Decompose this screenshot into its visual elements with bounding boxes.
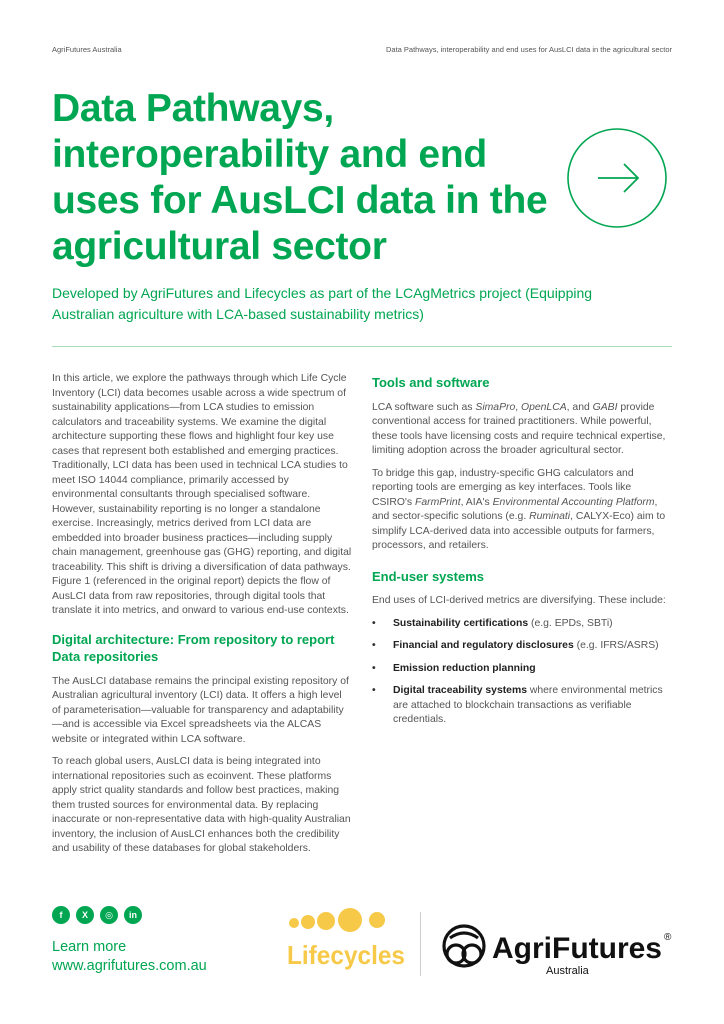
heading-line-1: Digital architecture: From repository to report <box>52 631 335 647</box>
list-item: • Digital traceability systems where environmental metrics are attached to blockchain transactions as verifiable credentials. <box>372 685 663 725</box>
x-icon[interactable]: X <box>76 906 94 924</box>
divider-rule <box>52 346 672 347</box>
linkedin-icon[interactable]: in <box>124 906 142 924</box>
gabi-name: GABI <box>592 401 618 413</box>
learn-more-block <box>52 938 207 976</box>
farmprint-name: FarmPrint <box>414 496 461 508</box>
agrifutures-logo <box>440 918 680 978</box>
lifecycles-wordmark: Lifecycles <box>287 940 405 970</box>
website-link[interactable]: www.agrifutures.com.au <box>52 958 207 974</box>
logo-divider <box>420 912 421 976</box>
repositories-paragraph-2: To reach global users, AusLCI data is being integrated into international repositories such as ecoinvent. These platforms apply strict quality standards and follow best practices, making them trusted sources for environmental data. By replacing inaccurate or non-representative data with high-quality Australian inventory, the inclusion of AusLCI enhances both the credibility and usability of these databases for global stakeholders. <box>52 756 351 854</box>
tools-paragraph-2: To bridge this gap, industry-specific GHG calculators and reporting tools are emerging as key interfaces. Tools like CSIRO's FarmPrint, AIA's Environmental Accounting Platform, and sector-specific solutions (e.g. Ruminati, CALYX-Eco) aim to simplify LCA-derived data into accessible outputs for farmers, processors, and retailers. <box>372 467 666 551</box>
end-user-intro: End uses of LCI-derived metrics are diversifying. These include: <box>372 595 666 606</box>
learn-more-label: Learn more <box>52 939 127 955</box>
agrifutures-wordmark: AgriFutures <box>492 932 662 965</box>
running-header-left: AgriFutures Australia <box>52 45 122 54</box>
social-links <box>52 906 142 924</box>
list-item: • Emission reduction planning <box>372 662 536 674</box>
tools-paragraph-1: LCA software such as SimaPro, OpenLCA, and GABI provide conventional access for trained practitioners. While powerful, these tools have licensing costs and require technical expertise, limiting adoption across the broader agricultural sector. <box>372 401 666 456</box>
agrifutures-subtitle: Australia <box>546 965 589 977</box>
lifecycles-logo <box>286 908 408 974</box>
list-item: • Financial and regulatory disclosures (e.g. IFRS/ASRS) <box>372 640 659 651</box>
right-column <box>372 372 672 736</box>
ruminati-name: Ruminati <box>529 511 571 522</box>
eap-name: Environmental Accounting Platform <box>492 496 655 508</box>
heading-line-2: Data repositories <box>52 649 159 664</box>
section-heading-tools: Tools and software <box>372 375 490 390</box>
facebook-icon[interactable]: f <box>52 906 70 924</box>
instagram-icon[interactable]: ◎ <box>100 906 118 924</box>
registered-mark: ® <box>664 932 672 943</box>
arrow-right-icon <box>566 127 668 229</box>
left-column <box>52 372 352 865</box>
simapro-name: SimaPro <box>475 401 516 413</box>
subtitle: Developed by AgriFutures and Lifecycles as part of the LCAgMetrics project (Equipping Australian agriculture with LCA-based sustainability metrics) <box>52 285 593 322</box>
intro-paragraph: In this article, we explore the pathways through which Life Cycle Inventory (LCI) data becomes usable across a wide spectrum of sustainability applications—from LCA studies to emission calculators and traceability systems. We examine the digital architecture supporting these flows and highlight four key use cases that represent both established and emerging practices. Traditionally, LCI data has been used in technical LCA studies to meet ISO 14044 compliance, primarily accessed by environmental consultants through specialised software. However, sustainability reporting is no longer a standalone exercise. Increasingly, metrics derived from LCI data are embedded into broader business practices—including supply chain management, greenhouse gas (GHG) reporting, and digital traceability. This shift is driving a diversification of data pathways. Figure 1 (referenced in the original report) depicts the flow of AusLCI data from raw repositories, through digital tools that translate it into metrics, and onward to various end-use contexts. <box>52 373 352 616</box>
list-item: • Sustainability certifications (e.g. EPDs, SBTi) <box>372 617 613 629</box>
end-use-list <box>372 617 672 728</box>
repositories-paragraph-1: The AusLCI database remains the principal existing repository of Australian agricultural inventory (LCI) data. It offers a high level of parameterisation—valuable for transparency and adaptability—and is accessible via Excel spreadsheets via the ALCAS website or integrated within LCA software. <box>52 675 349 745</box>
page-title: Data Pathways, interoperability and end uses for AusLCI data in the agricultural sector <box>52 87 548 268</box>
section-heading-end-user: End-user systems <box>372 568 484 584</box>
running-header-right: Data Pathways, interoperability and end uses for AusLCI data in the agricultural sector <box>386 45 672 54</box>
section-heading-digital-architecture <box>52 631 352 666</box>
openlca-name: OpenLCA <box>521 401 567 413</box>
